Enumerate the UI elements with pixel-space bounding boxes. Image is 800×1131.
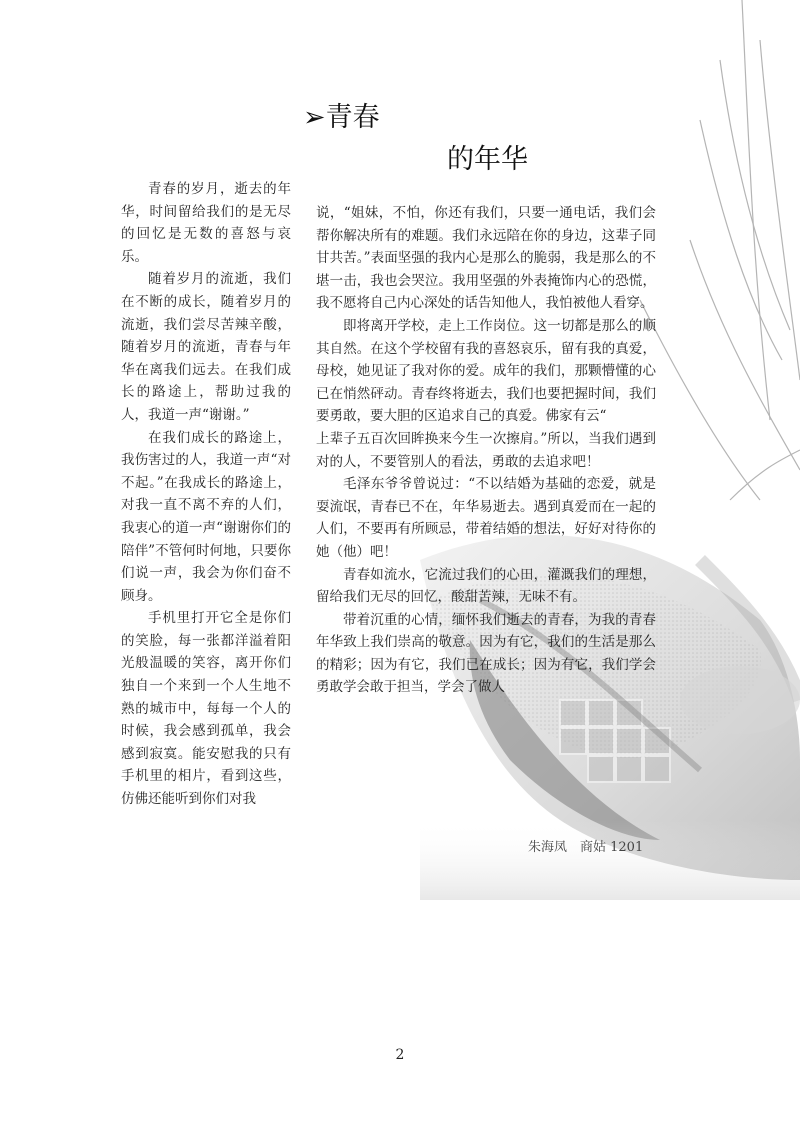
arrow-bullet-icon: ➢ [303,102,326,133]
paragraph: 带着沉重的心情，缅怀我们逝去的青春，为我的青春年华致上我们崇高的敬意。因为有它，我们的生活是那么的精彩；因为有它，我们已在成长；因为有它，我们学会勇敢学会敢于担当，学会了做人 [316,611,656,696]
paragraph: 青春如流水，它流过我们的心田，灌溉我们的理想，留给我们无尽的回忆，酸甜苦辣，无味不有。 [316,566,656,606]
paragraph: 随着岁月的流逝，我们在不断的成长，随着岁月的流逝，我们尝尽苦辣辛酸，随着岁月的流逝，青春与年华在离我们远去。在我们成长的路途上，帮助过我的人，我道一声“谢谢。” [121,271,291,423]
author-signature: 朱海凤 商姑 1201 [528,840,644,855]
page-number: 2 [395,1047,405,1063]
paragraph: 毛泽东爷爷曾说过：“不以结婚为基础的恋爱，就是耍流氓，青春已不在，年华易逝去。遇到真爱而在一起的人们，不要再有所顾忌，带着结婚的想法，好好对待你的她（他）吧！ [316,476,656,560]
title-second-line: 的年华 [447,144,528,175]
paragraph-continued: 上辈子五百次回眸换来今生一次擦肩。”所以，当我们遇到对的人，不要管别人的看法，勇敢的去追求吧！ [316,430,656,470]
title-first-line [303,100,380,136]
paragraph: 手机里打开它全是你们的笑脸，每一张都洋溢着阳光般温暖的笑容，离开你们独自一个来到一个人生地不熟的城市中，每每一个人的时候，我会感到孤单，我会感到寂寞。能安慰我的只有手机里的相片，看到这些，仿佛还能听到你们对我 [121,610,291,808]
title-part-1: 青春 [325,102,380,133]
left-text-column [121,178,291,811]
paragraph: 在我们成长的路途上，我伤害过的人，我道一声“对不起。”在我成长的路途上，对我一直不离不弃的人们，我衷心的道一声“谢谢你们的陪伴”不管何时何地，只要你们说一声，我会为你们奋不顾身。 [121,429,291,604]
right-text-column [316,202,656,699]
paragraph: 青春的岁月，逝去的年华，时间留给我们的是无尽的回忆是无数的喜怒与哀乐。 [121,181,291,265]
paragraph: 即将离开学校，走上工作岗位。这一切都是那么的顺其自然。在这个学校留有我的喜怒哀乐，留有我的真爱，母校，她见证了我对你的爱。成年的我们，那颗懵懂的心已在悄然砰动。青春终将逝去，我们也要把握时间，我们要勇敢，要大胆的区追求自己的真爱。佛家有云“ [316,317,656,425]
paragraph-continued: 说，“姐妹，不怕，你还有我们，只要一通电话，我们会帮你解决所有的难题。我们永远陪在你的身边，这辈子同甘共苦。”表面坚强的我内心是那么的脆弱，我是那么的不堪一击，我也会哭泣。我用坚强的外表掩饰内心的恐慌，我不愿将自己内心深处的话告知他人，我怕被他人看穿。 [316,205,656,312]
